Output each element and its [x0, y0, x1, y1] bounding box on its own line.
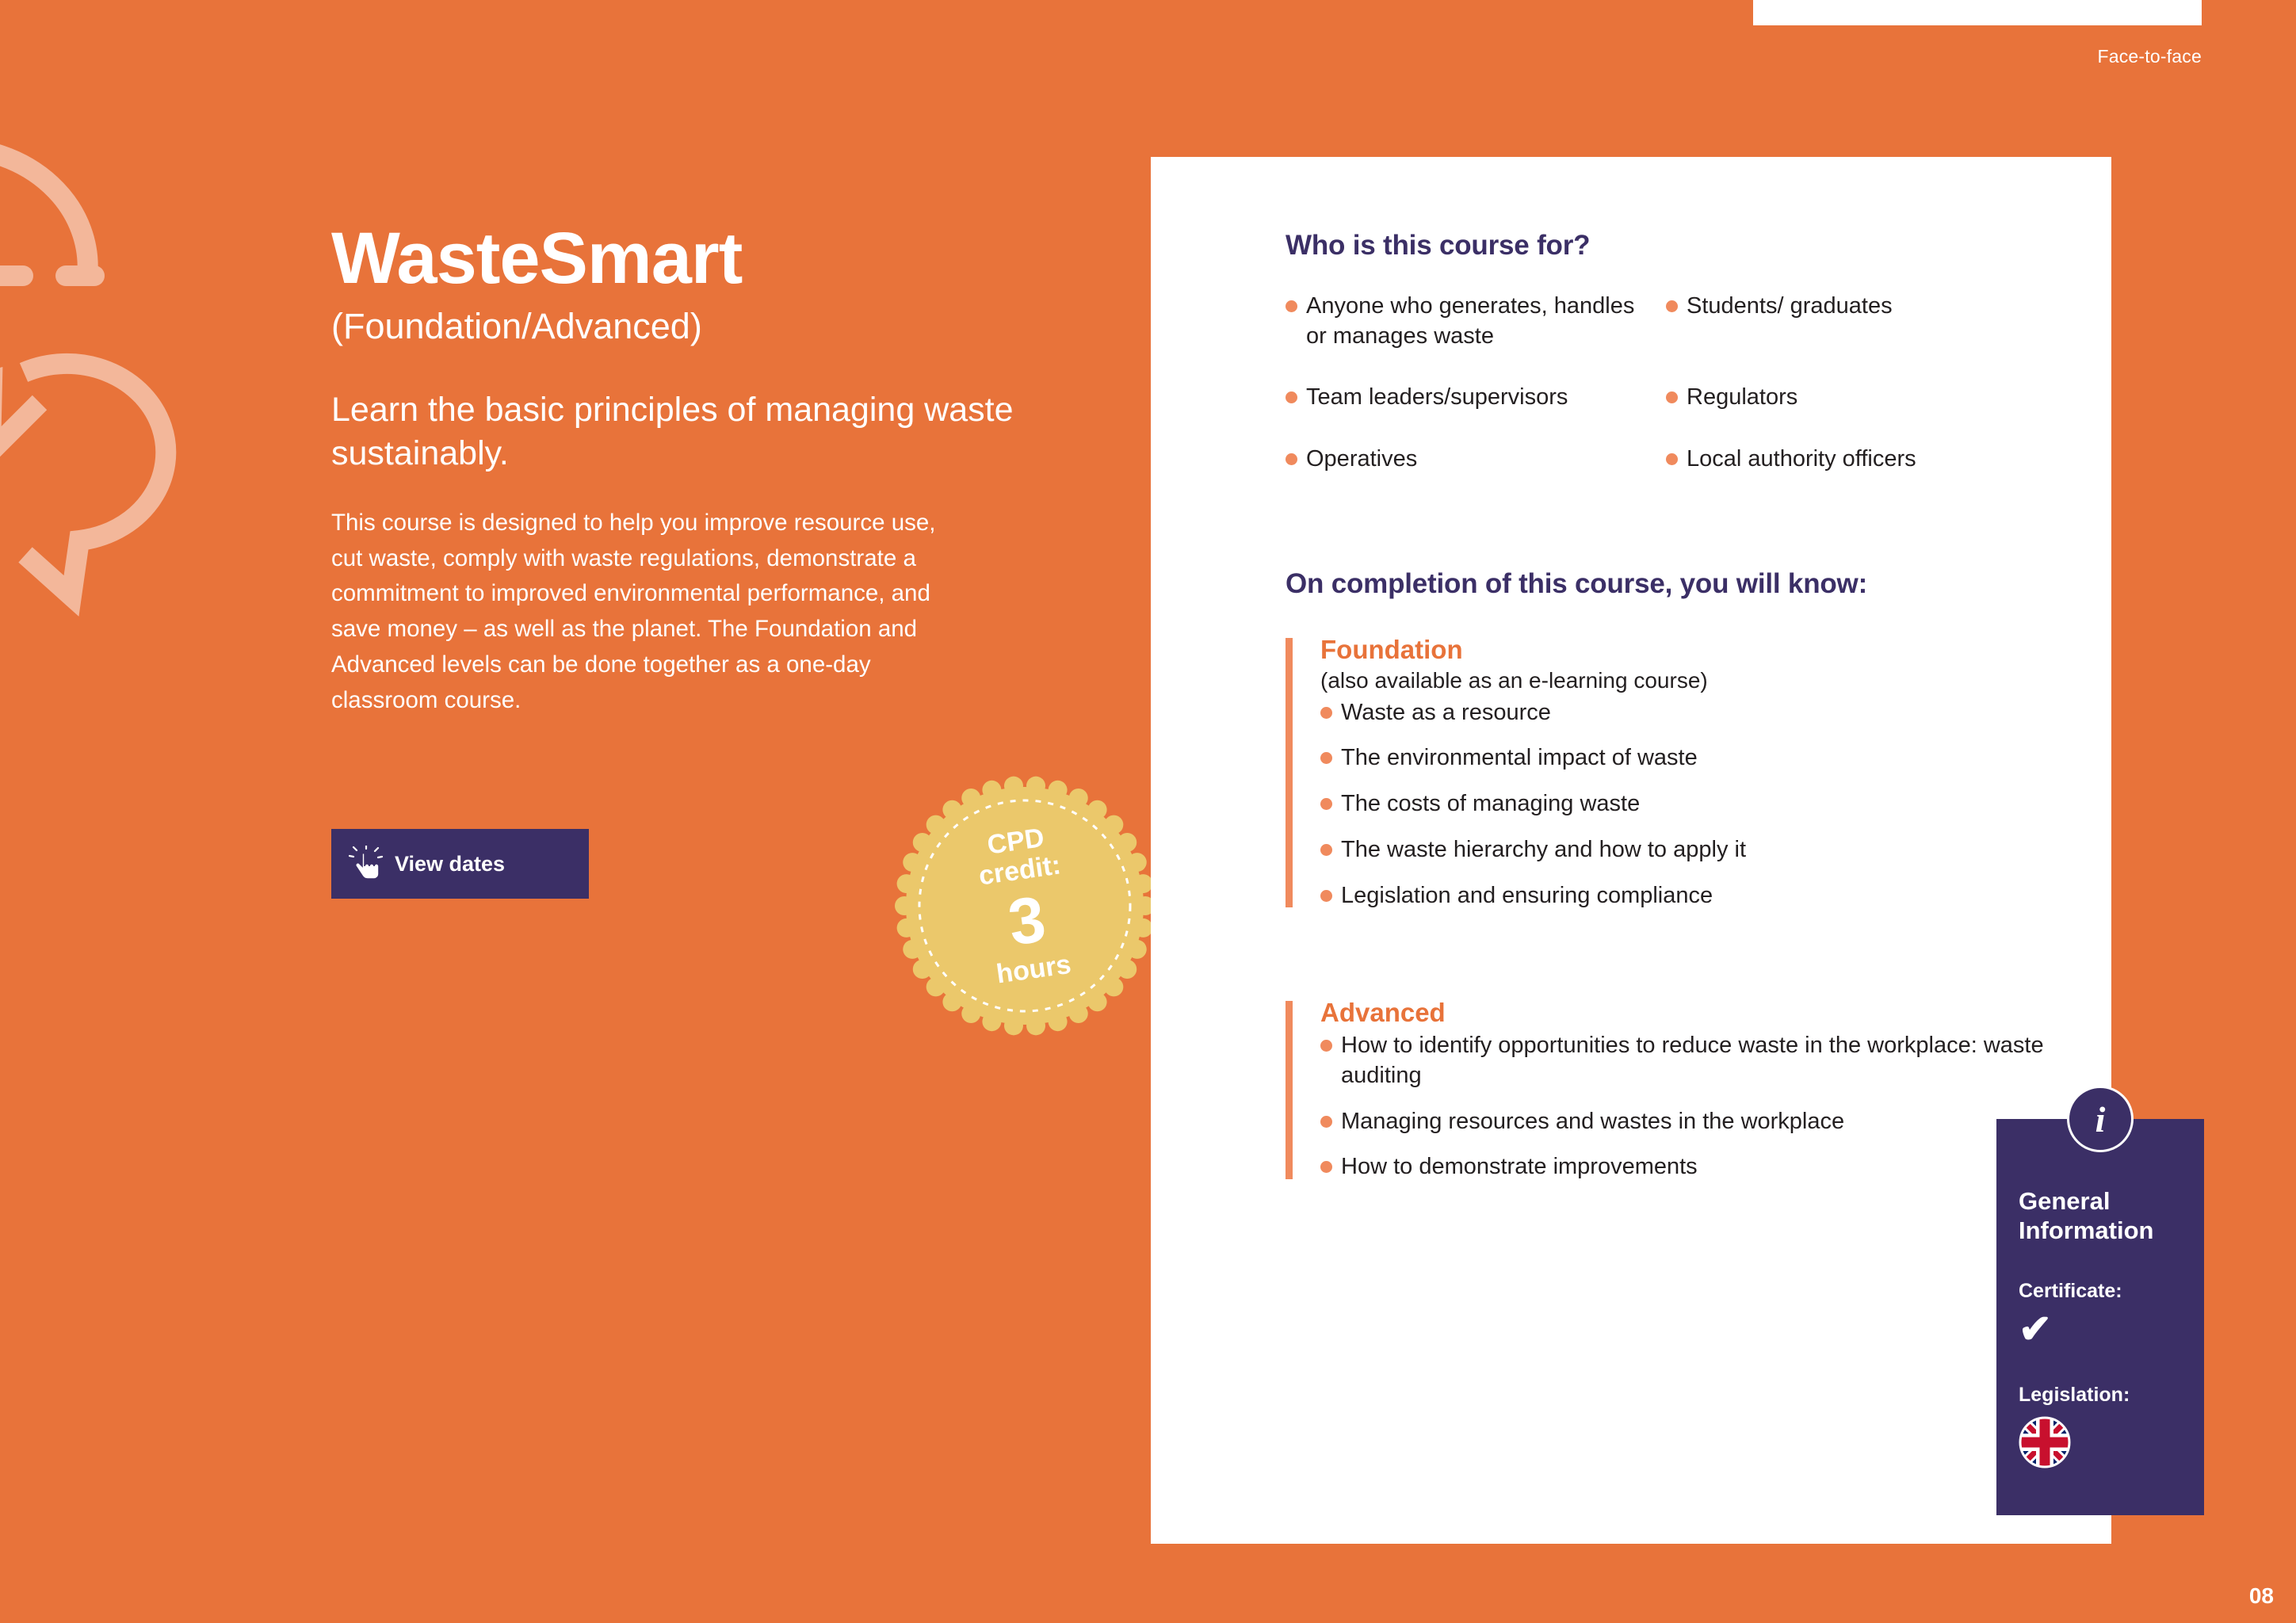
- bullet-dot-icon: [1286, 453, 1297, 465]
- audience-list: [1286, 292, 2051, 475]
- bullet-dot-icon: [1666, 453, 1678, 465]
- advanced-title: Advanced: [1320, 998, 1446, 1028]
- cpd-label-line1: CPD: [985, 822, 1046, 861]
- cpd-unit: hours: [994, 949, 1073, 990]
- list-item: [1320, 1031, 2051, 1090]
- cpd-label-line2: credit:: [976, 850, 1063, 892]
- list-item-label: How to identify opportunities to reduce waste in the workplace: waste auditing: [1341, 1033, 2044, 1088]
- advanced-block: [1286, 998, 2051, 1182]
- info-icon: i: [2067, 1086, 2134, 1152]
- course-description: This course is designed to help you improve resource use, cut waste, comply with waste regulations, demonstrate a commitment to improved environmental performance, and save money – as well as the planet. The Foundation and Advanced levels can be done together as a one-day classroom course.: [331, 509, 936, 713]
- list-item-label: Anyone who generates, handles or manages waste: [1306, 293, 1635, 349]
- bullet-dot-icon: [1286, 391, 1297, 403]
- bullet-dot-icon: [1320, 890, 1332, 902]
- list-item-label: Students/ graduates: [1687, 293, 1893, 319]
- list-item: [1666, 383, 2051, 413]
- bullet-dot-icon: [1666, 391, 1678, 403]
- course-intro: [331, 218, 1029, 719]
- list-item-label: The environmental impact of waste: [1341, 745, 1698, 771]
- certificate-label: Certificate:: [2019, 1280, 2122, 1303]
- audience-heading: Who is this course for?: [1286, 230, 1591, 261]
- list-item: [1320, 1152, 2051, 1182]
- list-item-label: How to demonstrate improvements: [1341, 1154, 1698, 1180]
- list-item-label: Local authority officers: [1687, 446, 1916, 472]
- click-hand-icon: [349, 846, 384, 882]
- list-item: [1320, 698, 2051, 728]
- bullet-dot-icon: [1320, 844, 1332, 856]
- course-details-panel: [1151, 157, 2111, 1544]
- uk-flag-icon: [2019, 1416, 2071, 1468]
- course-title: WasteSmart: [331, 218, 743, 299]
- list-item-label: Operatives: [1306, 446, 1418, 472]
- certificate-check-icon: ✔: [2019, 1307, 2052, 1352]
- general-information-title: General Information: [2019, 1187, 2154, 1244]
- course-lede: Learn the basic principles of managing waste sustainably.: [331, 390, 1014, 472]
- list-item: [1286, 383, 1658, 413]
- accent-bar: [1286, 1001, 1293, 1179]
- bullet-dot-icon: [1320, 1161, 1332, 1173]
- list-item-label: Team leaders/supervisors: [1306, 384, 1568, 411]
- list-item-label: Regulators: [1687, 384, 1798, 411]
- top-white-tab: [1753, 0, 2202, 25]
- list-item-label: Legislation and ensuring compliance: [1341, 882, 1713, 908]
- foundation-block: [1286, 635, 2051, 911]
- list-item: [1666, 292, 2051, 351]
- view-dates-label: View dates: [395, 851, 506, 876]
- general-information-box: [1996, 1098, 2204, 1515]
- bullet-dot-icon: [1320, 1040, 1332, 1052]
- page-number: 08: [2248, 1583, 2274, 1608]
- list-item: [1320, 789, 2051, 819]
- cpd-value: 3: [1003, 882, 1050, 960]
- foundation-list: [1320, 698, 2051, 911]
- speech-bubbles-decoration: [0, 127, 317, 618]
- accent-bar: [1286, 638, 1293, 907]
- outcomes-heading: On completion of this course, you will know:: [1286, 567, 1868, 599]
- list-item: [1286, 292, 1658, 351]
- bullet-dot-icon: [1320, 1116, 1332, 1128]
- bullet-dot-icon: [1320, 798, 1332, 810]
- list-item: [1286, 445, 1658, 475]
- bullet-dot-icon: [1320, 752, 1332, 764]
- list-item-label: The waste hierarchy and how to apply it: [1341, 836, 1746, 862]
- course-subtitle: (Foundation/Advanced): [331, 306, 702, 346]
- foundation-title: Foundation: [1320, 634, 1463, 664]
- list-item: [1320, 1107, 2051, 1137]
- list-item-label: The costs of managing waste: [1341, 791, 1641, 817]
- bullet-dot-icon: [1666, 300, 1678, 312]
- cpd-credit-badge: [894, 775, 1156, 1037]
- advanced-list: [1320, 1031, 2051, 1182]
- format-label: Face-to-face: [2097, 46, 2202, 67]
- list-item: [1320, 881, 2051, 911]
- bullet-dot-icon: [1320, 707, 1332, 719]
- list-item: [1666, 445, 2051, 475]
- list-item-label: Managing resources and wastes in the workplace: [1341, 1108, 1845, 1134]
- foundation-note: (also available as an e-learning course): [1320, 667, 1708, 693]
- bullet-dot-icon: [1286, 300, 1297, 312]
- view-dates-button[interactable]: [331, 829, 589, 899]
- list-item: [1320, 835, 2051, 865]
- list-item: [1320, 743, 2051, 773]
- legislation-label: Legislation:: [2019, 1384, 2130, 1407]
- list-item-label: Waste as a resource: [1341, 699, 1551, 725]
